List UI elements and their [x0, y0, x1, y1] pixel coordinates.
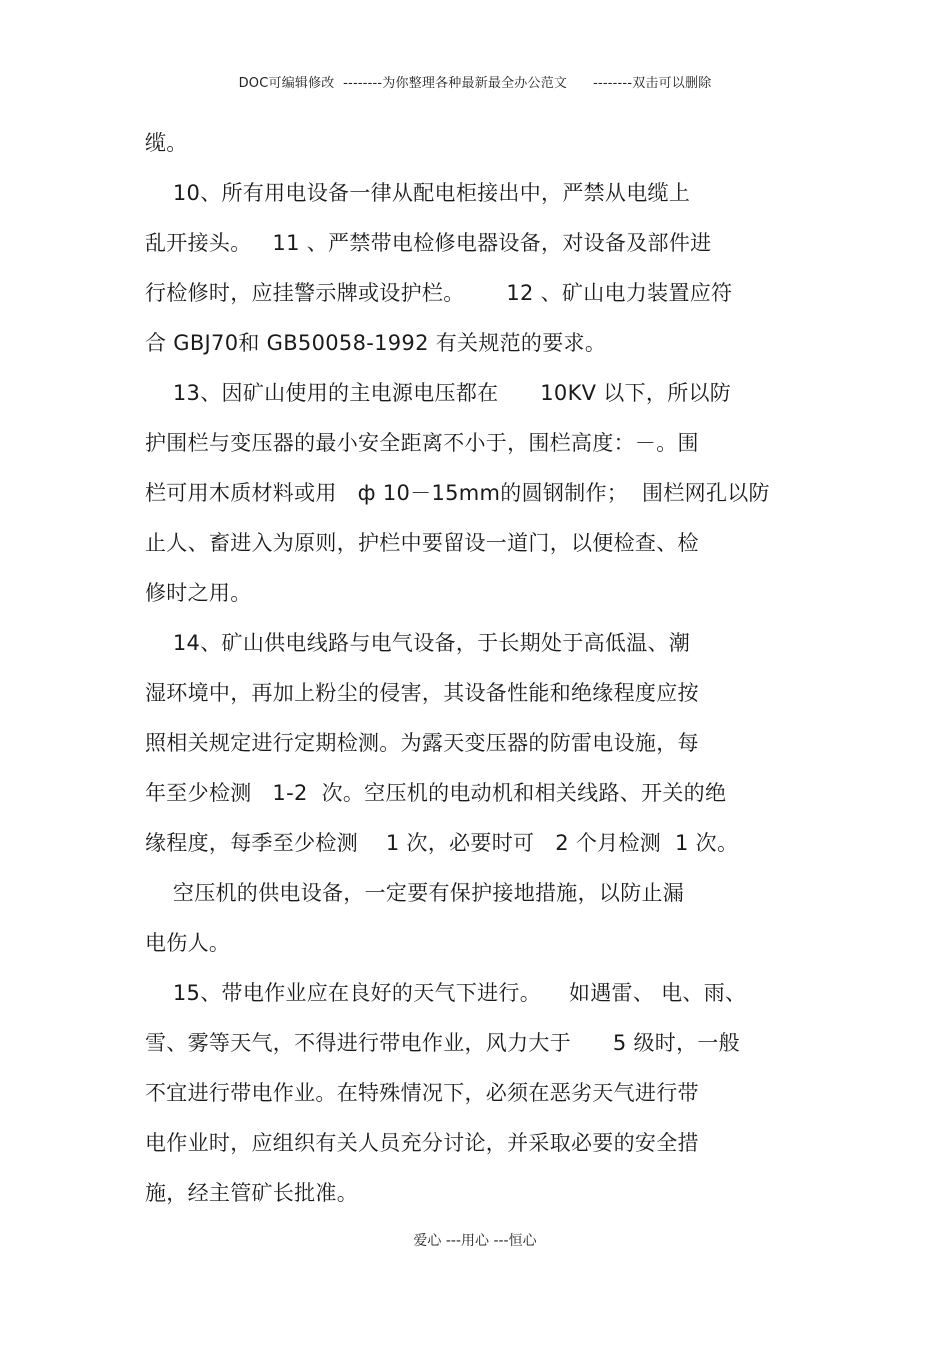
text-line: 电作业时，应组织有关人员充分讨论，并采取必要的安全措	[145, 1131, 699, 1155]
text-line: 照相关规定进行定期检测。为露天变压器的防雷电设施，每	[145, 731, 699, 755]
text-line: 雪、雾等天气，不得进行带电作业，风力大于 5 级时，一般	[145, 1031, 740, 1055]
text-line: 行检修时，应挂警示牌或设护栏。 12 、矿山电力装置应符	[145, 281, 733, 305]
text-line: 电伤人。	[145, 931, 231, 955]
text-line: 护围栏与变压器的最小安全距离不小于，围栏高度：－。围	[145, 431, 699, 455]
text-line: 缆。	[145, 131, 188, 155]
text-line: 栏可用木质材料或用 ф 10－15mm的圆钢制作； 围栏网孔以防	[145, 481, 770, 505]
text-line: 不宜进行带电作业。在特殊情况下，必须在恶劣天气进行带	[145, 1081, 699, 1105]
text-line: 10、所有用电设备一律从配电柜接出中，严禁从电缆上	[145, 181, 691, 205]
text-line: 15、带电作业应在良好的天气下进行。 如遇雷、 电、雨、	[145, 981, 747, 1005]
text-line: 合 GBJ70和 GB50058-1992 有关规范的要求。	[145, 331, 607, 355]
text-line: 缘程度，每季至少检测 1 次，必要时可 2 个月检测 1 次。	[145, 831, 739, 855]
text-line: 乱开接头。 11 、严禁带电检修电器设备，对设备及部件进	[145, 231, 712, 255]
text-line: 施，经主管矿长批准。	[145, 1181, 358, 1205]
text-line: 14、矿山供电线路与电气设备，于长期处于高低温、潮	[145, 631, 691, 655]
text-line: 湿环境中，再加上粉尘的侵害，其设备性能和绝缘程度应按	[145, 681, 699, 705]
text-line: 年至少检测 1-2 次。空压机的电动机和相关线路、开关的绝	[145, 781, 727, 805]
page-header: DOC可编辑修改 --------为你整理各种最新最全办公范文 --------双击可以删除	[238, 76, 712, 91]
page-footer: 爱心 ---用心 ---恒心	[413, 1233, 537, 1249]
text-line: 空压机的供电设备，一定要有保护接地措施，以防止漏	[145, 881, 685, 905]
document-body	[145, 128, 825, 1228]
text-line: 止人、畜进入为原则，护栏中要留设一道门，以便检查、检	[145, 531, 699, 555]
text-line: 13、因矿山使用的主电源电压都在 10KV 以下，所以防	[145, 381, 732, 405]
text-line: 修时之用。	[145, 581, 252, 605]
